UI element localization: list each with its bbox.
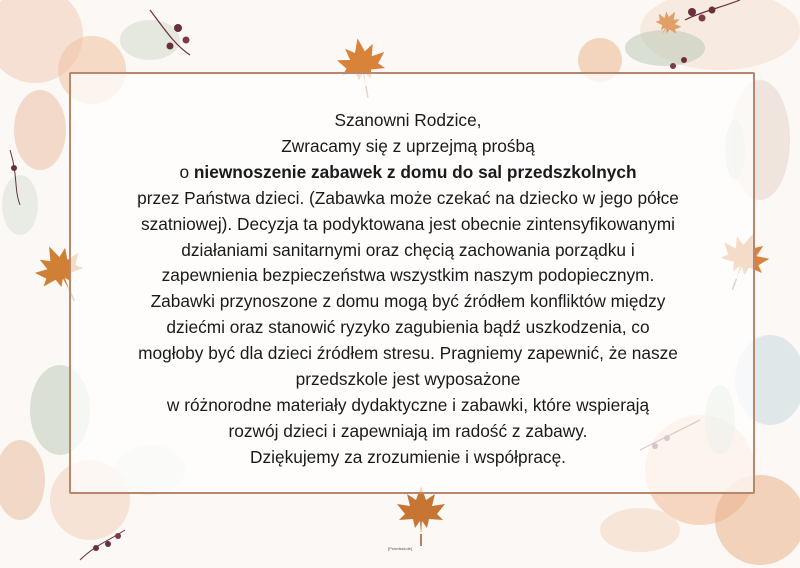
letter-line: szatniowej). Decyzja ta podyktowana jest obecnie zintensyfikowanymi [140,213,676,234]
letter-line: mogłoby być dla dzieci źródłem stresu. Pragniemy zapewnić, że nasze [138,343,678,364]
letter-line: Zwracamy się z uprzejmą prośbą [281,135,535,156]
letter-body [84,108,732,471]
letter-line-prefix: o [179,161,194,182]
maple-leaf-icon [397,486,445,546]
letter-line: przedszkole jest wyposażone [295,369,521,390]
letter-line-emphasis [84,160,732,186]
letter-greeting: Szanowni Rodzice, [334,110,482,130]
letter-closing: Dziękujemy za zrozumienie i współpracę. [250,446,566,467]
footer-caption: [Przedszkole] [387,546,412,551]
letter-line: rozwój dzieci i zapewniają im radość z zabawy. [228,420,588,441]
letter-line: zapewnienia bezpieczeństwa wszystkim naszym podopiecznym. [161,265,655,286]
letter-line: Zabawki przynoszone z domu mogą być źródłem konfliktów między [150,291,666,312]
letter-line: przez Państwa dzieci. (Zabawka może czekać na dziecko w jego półce [137,187,679,208]
letter-bold-request: niewnoszenie zabawek z domu do sal przedszkolnych [193,161,637,182]
letter-line: działaniami sanitarnymi oraz chęcią zachowania porządku i [181,239,635,260]
letter-line: dziećmi oraz stanowić ryzyko zagubienia bądź uszkodzenia, co [166,317,650,338]
letter-line: w różnorodne materiały dydaktyczne i zabawki, które wspierają [166,394,650,415]
